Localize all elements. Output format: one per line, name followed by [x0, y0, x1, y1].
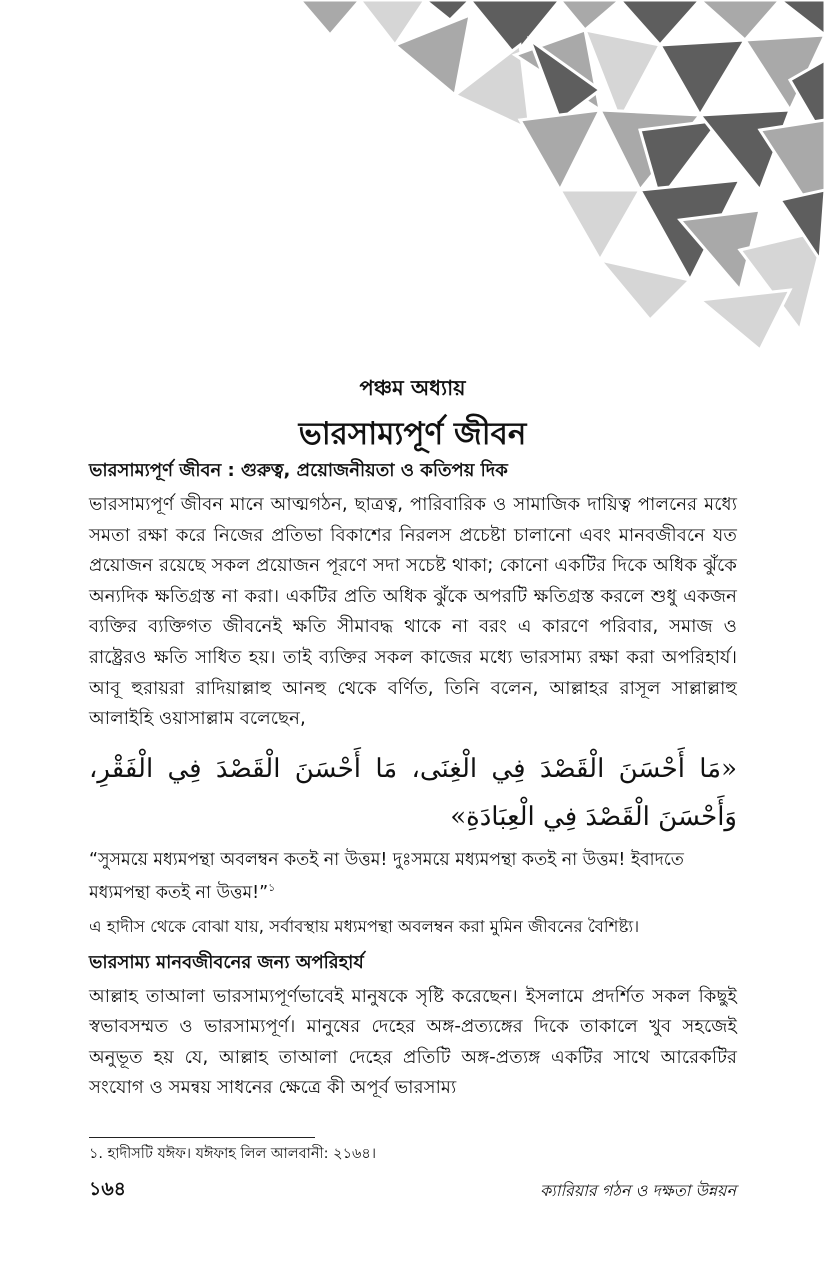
decorative-triangle	[780, 0, 825, 35]
body-paragraph: ভারসাম্যপূর্ণ জীবন মানে আত্মগঠন, ছাত্রত্ব, পারিবারিক ও সামাজিক দায়িত্ব পালনের মধ্যে সমতা রক্ষা করে নিজের প্রতিভা বিকাশের নিরলস প্রচেষ্টা চালানো এবং মানবজীবনে যত প্রয়োজন রয়েছে সকল প্রয়োজন পূরণে সদা সচেষ্ট থাকা; কোনো একটির দিকে অধিক ঝুঁকে অন্যদিক ক্ষতিগ্রস্ত না করা। একটির প্রতি অধিক ঝুঁকে অপরটি ক্ষতিগ্রস্ত করলে শুধু একজন ব্যক্তির ব্যক্তিগত জীবনেই ক্ষতি সীমাবদ্ধ থাকে না বরং এ কারণে পরিবার, সমাজ ও রাষ্ট্রেরও ক্ষতি সাধিত হয়। তাই ব্যক্তির সকল কাজের মধ্যে ভারসাম্য রক্ষা করা অপরিহার্য। আবূ হুরায়রা রাদিয়াল্লাহু আনহু থেকে বর্ণিত, তিনি বলেন, আল্লাহর রাসূল সাল্লাল্লাহু আলাইহি ওয়াসাল্লাম বলেছেন,	[89, 494, 737, 730]
section-heading: ভারসাম্যপূর্ণ জীবন : গুরুত্ব, প্রয়োজনীয়তা ও কতিপয় দিক	[89, 460, 508, 481]
decorative-triangle-pattern	[0, 0, 825, 360]
chapter-title: ভারসাম্যপূর্ণ জীবন	[298, 416, 527, 452]
body-paragraph: আল্লাহ তাআলা ভারসাম্যপূর্ণভাবেই মানুষকে সৃষ্টি করেছেন। ইসলামে প্রদর্শিত সকল কিছুই স্বভাবসম্মত ও ভারসাম্যপূর্ণ। মানুষের দেহের অঙ্গ-প্রত্যঙ্গের দিকে তাকালে খুব সহজেই অনুভূত হয় যে, আল্লাহ তাআলা দেহের প্রতিটি অঙ্গ-প্রত্যঙ্গ একটির সাথে আরেকটির সংযোগ ও সমন্বয় সাধনের ক্ষেত্রে কী অপূর্ব ভারসাম্য	[89, 985, 737, 1099]
section-heading: ভারসাম্য মানবজীবনের জন্য অপরিহার্য	[89, 951, 364, 973]
footnote-marker[interactable]: ১	[268, 880, 276, 894]
arabic-hadith: «مَا أَحْسَنَ الْقَصْدَ فِي الْغِنَى، مَا أَحْسَنَ الْقَصْدَ فِي الْفَقْرِ، وَأَحْسَنَ الْقَصْدَ فِي الْعِبَادَةِ»	[89, 753, 737, 832]
translation-text: “সুসময়ে মধ্যমপন্থা অবলম্বন কতই না উত্তম! দুঃসময়ে মধ্যমপন্থা কতই না উত্তম! ইবাদতে মধ্যমপন্থা কতই না উত্তম!”	[89, 849, 684, 903]
decorative-triangle	[660, 40, 745, 115]
running-title: ক্যারিয়ার গঠন ও দক্ষতা উন্নয়ন	[539, 1181, 736, 1200]
conclusion-text: এ হাদীস থেকে বোঝা যায়, সর্বাবস্থায় মধ্যমপন্থা অবলম্বন করা মুমিন জীবনের বৈশিষ্ট্য।	[89, 916, 640, 936]
decorative-triangle	[300, 0, 360, 35]
decorative-triangle	[520, 110, 600, 190]
decorative-triangle	[560, 0, 620, 30]
decorative-triangle	[700, 290, 790, 350]
page-number: ১৬৪	[89, 1178, 127, 1200]
hadith-translation	[89, 847, 737, 907]
decorative-triangle	[700, 0, 780, 40]
decorative-triangle	[560, 190, 640, 260]
decorative-triangle	[600, 260, 690, 320]
footnote-text: ১. হাদীসটি যঈফ। যঈফাহ লিল আলবানী: ২১৬৪।	[89, 1146, 377, 1162]
chapter-label: পঞ্চম অধ্যায়	[359, 376, 466, 400]
footnote-divider	[89, 1137, 315, 1138]
